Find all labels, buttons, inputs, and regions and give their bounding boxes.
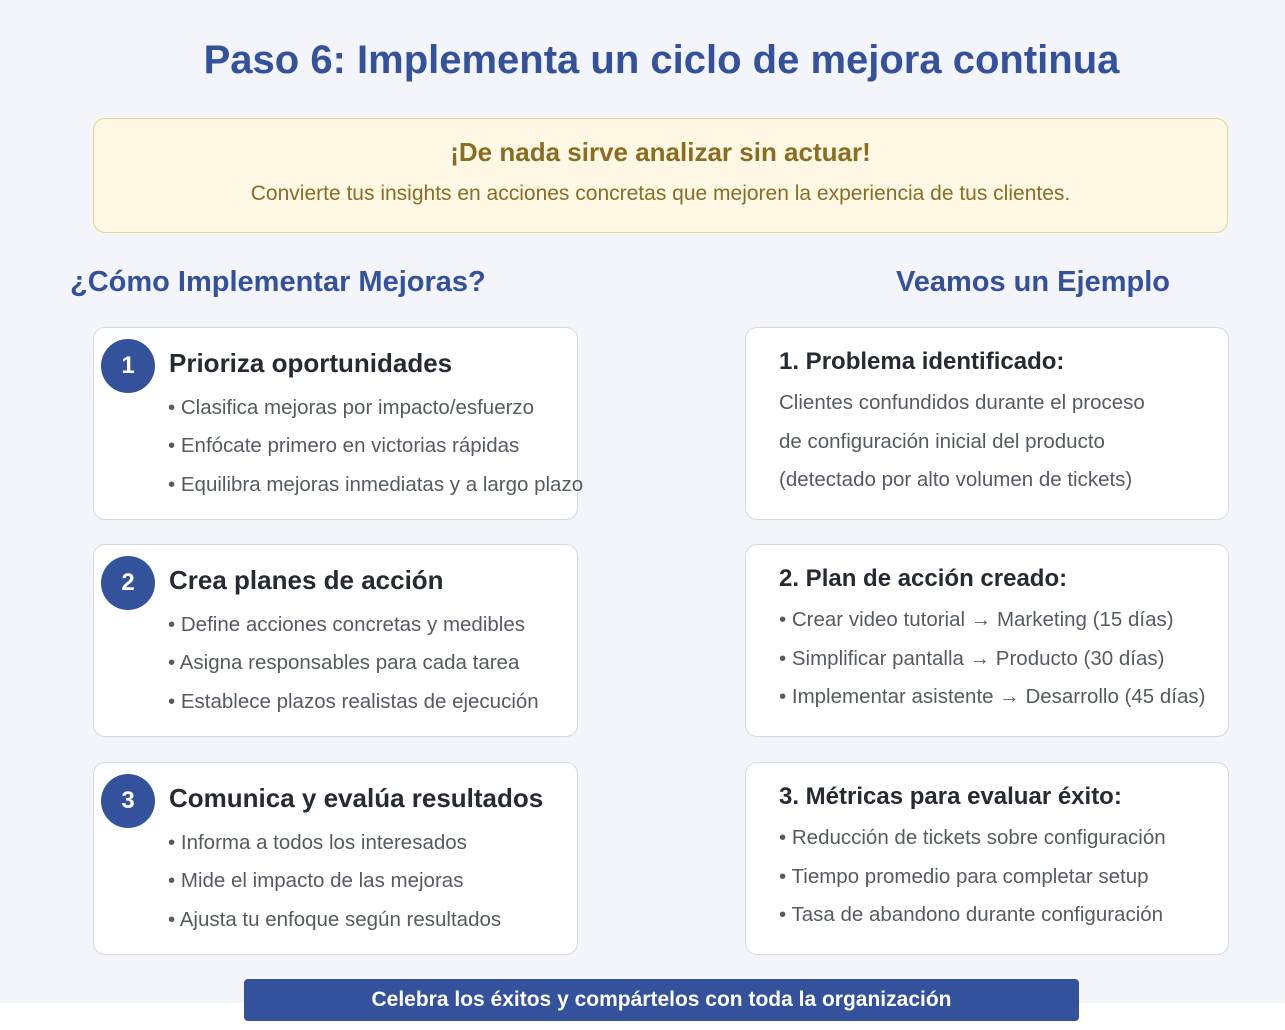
step-card-1 [93,327,584,520]
step-bullet: • Equilibra mejoras inmediatas y a largo plazo [168,473,584,496]
example-card-line: • Reducción de tickets sobre configuración [779,826,1166,849]
step-card-3 [93,762,578,955]
step-bullet: • Ajusta tu enfoque según resultados [168,908,502,931]
example-card-problem [745,327,1229,520]
example-card-line: • Simplificar pantalla → Producto (30 días) [779,647,1165,670]
step-bullet: • Informa a todos los interesados [168,831,467,854]
example-card-title: 1. Problema identificado: [779,348,1065,375]
callout-banner [93,118,1228,233]
step-bullet: • Establece plazos realistas de ejecución [168,690,539,713]
example-card-line: • Tasa de abandono durante configuración [779,903,1164,926]
page-title: Paso 6: Implementa un ciclo de mejora continua [203,38,1120,82]
banner-text: Convierte tus insights en acciones concretas que mejoren la experiencia de tus clientes. [250,182,1071,205]
step-title: Prioriza oportunidades [169,348,453,378]
example-card-line: • Tiempo promedio para completar setup [779,865,1149,888]
example-card-line: (detectado por alto volumen de tickets) [779,468,1133,491]
step-bullet: • Clasifica mejoras por impacto/esfuerzo [168,396,535,419]
step-bullet: • Asigna responsables para cada tarea [168,651,520,674]
banner-heading: ¡De nada sirve analizar sin actuar! [450,137,871,167]
example-card-metrics [745,762,1229,955]
step-bullet: • Enfócate primero en victorias rápidas [168,434,520,457]
example-card-plan [745,544,1229,737]
example-card-title: 2. Plan de acción creado: [779,565,1068,592]
section-heading-how: ¿Cómo Implementar Mejoras? [70,266,486,298]
step-bullet: • Mide el impacto de las mejoras [168,869,464,892]
example-card-title: 3. Métricas para evaluar éxito: [779,783,1122,810]
example-card-line: de configuración inicial del producto [779,430,1105,453]
example-card-line: Clientes confundidos durante el proceso [779,391,1145,414]
footer-banner: Celebra los éxitos y compártelos con toda la organización [244,979,1079,1021]
step-number-badge: 1 [101,339,155,393]
step-title: Comunica y evalúa resultados [169,783,544,813]
step-bullet: • Define acciones concretas y medibles [168,613,525,636]
section-heading-example: Veamos un Ejemplo [896,266,1170,298]
example-card-line: • Implementar asistente → Desarrollo (45 días) [779,685,1206,708]
step-number-badge: 3 [101,774,155,828]
step-title: Crea planes de acción [169,565,444,595]
example-card-line: • Crear video tutorial → Marketing (15 días) [779,608,1174,631]
step-number-badge: 2 [101,556,155,610]
step-card-2 [93,544,578,737]
